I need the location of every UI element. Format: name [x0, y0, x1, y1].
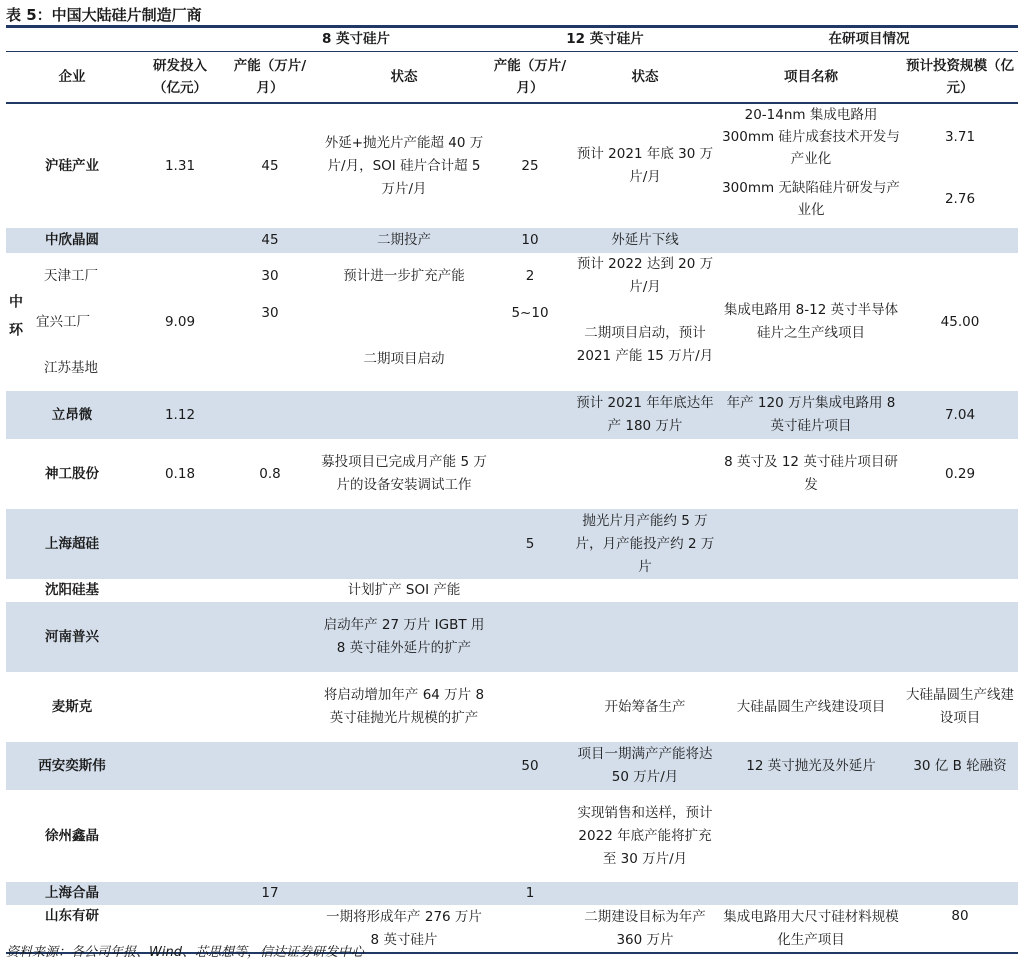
rd-cell: 9.09 — [164, 313, 196, 330]
col-cap8: 产能（万片/月） — [222, 52, 318, 104]
table-row — [6, 602, 1018, 672]
company-cell: 山东有研 — [6, 905, 138, 953]
company-cell: 沪硅产业 — [45, 157, 99, 174]
company-cell: 神工股份 — [45, 465, 99, 482]
table-row — [6, 253, 1018, 299]
invest-cell: 0.29 — [944, 465, 976, 482]
status12-cell: 实现销售和送样，预计 2022 年底产能将扩充至 30 万片/月 — [577, 804, 713, 867]
company-cell: 河南普兴 — [6, 602, 138, 672]
rd-cell: 1.31 — [164, 157, 196, 174]
status8-cell: 外延+抛光片产能超 40 万片/月，SOI 硅片合计超 5 万片/月 — [324, 134, 484, 197]
cap8-cell: 0.8 — [259, 465, 281, 482]
project-cell: 20-14nm 集成电路用 300mm 硅片成套技术开发与产业化 — [722, 107, 900, 167]
cap8-cell: 30 — [261, 304, 279, 321]
company-cell: 麦斯克 — [51, 698, 93, 715]
invest-cell: 7.04 — [902, 391, 1018, 439]
project-cell: 12 英寸抛光及外延片 — [720, 742, 902, 790]
status8-cell: 预计进一步扩充产能 — [343, 267, 465, 284]
rd-cell: 1.12 — [138, 391, 222, 439]
company-cell: 中欣晶圆 — [6, 228, 138, 253]
company-cell: 立昂微 — [6, 391, 138, 439]
table-row — [6, 672, 1018, 742]
group-header-row — [6, 28, 1018, 52]
status12-cell: 外延片下线 — [570, 228, 720, 253]
group-8inch: 8 英寸硅片 — [222, 28, 490, 52]
project-cell: 300mm 无缺陷硅片研发与产业化 — [722, 180, 900, 218]
col-status8: 状态 — [318, 52, 490, 104]
cap12-cell: 5~10 — [511, 304, 549, 321]
sub-site-tianjin: 天津工厂 — [44, 267, 98, 284]
company-cell: 上海超硅 — [6, 509, 138, 579]
cap8-cell: 17 — [222, 882, 318, 905]
rd-cell: 0.18 — [164, 465, 196, 482]
status8-cell: 募投项目已完成月产能 5 万片的设备安装调试工作 — [321, 454, 487, 493]
project-cell: 集成电路用 8-12 英寸半导体硅片之生产线项目 — [723, 302, 899, 341]
cap12-cell: 2 — [525, 267, 535, 284]
invest-cell: 45.00 — [940, 313, 980, 330]
status12-cell: 预计 2021 年底 30 万片/月 — [576, 146, 714, 185]
status12-cell: 抛光片月产能约 5 万片，月产能投产约 2 万片 — [570, 509, 720, 579]
invest-cell: 30 亿 B 轮融资 — [902, 742, 1018, 790]
group-12inch: 12 英寸硅片 — [490, 28, 720, 52]
project-cell: 年产 120 万片集成电路用 8 英寸硅片项目 — [720, 391, 902, 439]
project-cell: 大硅晶圆生产线建设项目 — [736, 698, 886, 715]
cap8-cell: 45 — [261, 157, 279, 174]
status8-cell: 启动年产 27 万片 IGBT 用 8 英寸硅外延片的扩产 — [318, 602, 490, 672]
project-cell: 8 英寸及 12 英寸硅片项目研发 — [724, 454, 898, 493]
col-status12: 状态 — [570, 52, 720, 104]
status12-cell: 二期项目启动，预计 2021 产能 15 万片/月 — [576, 325, 714, 364]
status12-cell: 开始筹备生产 — [604, 698, 686, 715]
company-cell: 徐州鑫晶 — [45, 827, 99, 844]
col-cap12: 产能（万片/月） — [490, 52, 570, 104]
cap12-cell: 50 — [490, 742, 570, 790]
table-row — [6, 742, 1018, 790]
table-row — [6, 391, 1018, 439]
col-rd: 研发投入（亿元） — [138, 52, 222, 104]
table-row — [6, 103, 1018, 170]
cap12-cell: 10 — [490, 228, 570, 253]
col-project: 项目名称 — [720, 52, 902, 104]
table-row — [6, 439, 1018, 509]
sub-site-yixing: 宜兴工厂 — [36, 313, 90, 330]
cap8-cell: 30 — [261, 267, 279, 284]
table-title: 表 5：中国大陆硅片制造厂商 — [6, 6, 202, 24]
status12-cell: 项目一期满产产能将达 50 万片/月 — [570, 742, 720, 790]
table-row — [6, 790, 1018, 882]
status8-cell: 二期项目启动 — [363, 350, 445, 367]
table-row — [6, 579, 1018, 602]
cap12-cell: 5 — [490, 509, 570, 579]
status12-cell: 预计 2022 达到 20 万片/月 — [576, 256, 714, 295]
group-projects: 在研项目情况 — [720, 28, 1018, 52]
status12-cell: 二期建设目标为年产 360 万片 — [570, 905, 720, 953]
table-row — [6, 509, 1018, 579]
project-cell: 集成电路用大尺寸硅材料规模化生产项目 — [720, 905, 902, 953]
table-row — [6, 882, 1018, 905]
invest-cell: 80 — [902, 905, 1018, 953]
table-row — [6, 228, 1018, 253]
invest-cell: 大硅晶圆生产线建设项目 — [906, 687, 1014, 726]
invest-cell: 2.76 — [944, 190, 976, 207]
status8-cell: 二期投产 — [318, 228, 490, 253]
cap8-cell: 45 — [222, 228, 318, 253]
status8-cell: 将启动增加年产 64 万片 8 英寸硅抛光片规模的扩产 — [323, 687, 485, 726]
company-cell: 上海合晶 — [6, 882, 138, 905]
company-cell: 西安奕斯伟 — [6, 742, 138, 790]
cap12-cell: 25 — [521, 157, 539, 174]
col-company: 企业 — [6, 52, 138, 104]
wafer-manufacturers-table — [6, 28, 1018, 954]
col-invest: 预计投资规模（亿元） — [902, 52, 1018, 104]
company-cell: 中环 — [7, 294, 23, 350]
sub-site-jiangsu: 江苏基地 — [44, 359, 98, 376]
source-note: 资料来源：各公司年报、Wind、芯思想等，信达证券研发中心 — [6, 945, 364, 960]
status8-cell: 一期将形成年产 276 万片 8 英寸硅片 — [318, 905, 490, 953]
status8-cell: 计划扩产 SOI 产能 — [347, 582, 461, 598]
cap12-cell: 1 — [490, 882, 570, 905]
invest-cell: 3.71 — [944, 128, 976, 145]
status12-cell: 预计 2021 年年底达年产 180 万片 — [570, 391, 720, 439]
column-header-row — [6, 52, 1018, 104]
company-cell: 沈阳硅基 — [45, 582, 99, 598]
